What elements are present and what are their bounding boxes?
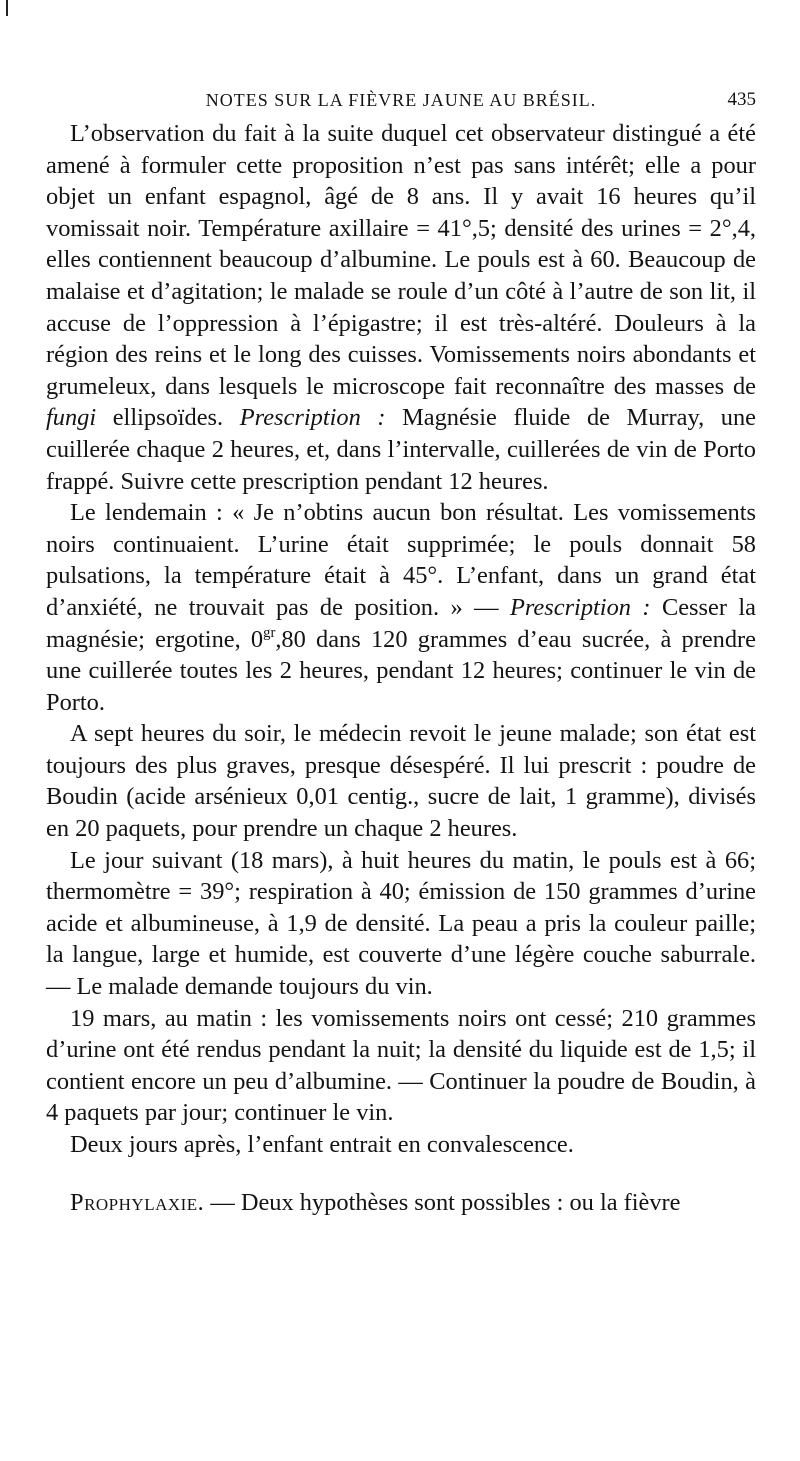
paragraph-text: ellipsoïdes.: [96, 404, 240, 432]
page-edge-mark: [6, 0, 8, 16]
paragraph-lendemain: [46, 497, 756, 718]
paragraph-text: L’observation du fait à la suite duquel cet observateur distingué a été amené à formuler cette proposition n’est pas sans intérêt; elle a pour objet un enfant espagnol, âgé de 8 ans. Il y avait 16 heures qu’il vomissait noir. Température axillaire = 41°,5; densité des urines = 2°,4, elles contiennent beaucoup d’albumine. Le pouls est à 60. Beaucoup de malaise et d’agitation; le malade se roule d’un côté à l’autre de son lit, il accuse de l’oppression à l’épigastre; il est très-altéré. Douleurs à la région des reins et le long des cuisses. Vomissements noirs abondants et grumeleux, dans lesquels le microscope fait reconnaître des masses de: [46, 120, 756, 400]
paragraph-text: Deux jours après, l’enfant entrait en convalescence.: [70, 1131, 574, 1158]
paragraph-text: ,80 dans 120 grammes d’eau sucrée, à prendre une cuillerée toutes les 2 heures, pendant 12 heures; continuer le vin de Porto.: [46, 625, 756, 716]
paragraph-convalescence: [46, 1129, 756, 1161]
paragraph-text: A sept heures du soir, le médecin revoit le jeune malade; son état est toujours des plus graves, presque désespéré. Il lui prescrit : poudre de Boudin (acide arsénieux 0,01 centig., sucre de lait, 1 gramme), divisés en 20 paquets, pour prendre un chaque 2 heures.: [46, 720, 756, 843]
running-title: NOTES SUR LA FIÈVRE JAUNE AU BRÉSIL.: [205, 90, 597, 110]
paragraph-text: Magnésie fluide de Murray, une cuillerée chaque 2 heures, et, dans l’intervalle, cuillerées de vin de Porto frappé. Suivre cette prescription pendant 12 heures.: [46, 404, 756, 495]
paragraph-text: Cesser la magnésie; ergotine, 0: [46, 593, 757, 653]
section-heading-prophylaxie: Prophylaxie.: [70, 1188, 205, 1216]
italic-prescription-label: Prescription :: [509, 593, 651, 621]
paragraph-jour-suivant: [46, 845, 756, 1003]
page-number: 435: [727, 89, 756, 110]
paragraph-observation: [46, 118, 756, 497]
italic-term-fungi: fungi: [46, 404, 97, 432]
running-head: [46, 86, 756, 114]
paragraph-text: — Deux hypothèses sont possibles : ou la fièvre: [204, 1188, 681, 1216]
paragraph-sept-heures: [46, 718, 756, 844]
paragraph-text: Le jour suivant (18 mars), à huit heures du matin, le pouls est à 66; thermomètre = 39°; respiration à 40; émission de 150 grammes d’urine acide et albumineuse, à 1,9 de densité. La peau a pris la couleur paille; la langue, large et humide, est couverte d’une légère couche saburrale. — Le malade demande toujours du vin.: [46, 846, 756, 1001]
body-text: [46, 118, 756, 1218]
paragraph-text: Le lendemain : « Je n’obtins aucun bon résultat. Les vomissements noirs continuaient. L’urine était supprimée; le pouls donnait 58 pulsations, la température était à 45°. L’enfant, dans un grand état d’anxiété, ne trouvait pas de position. » —: [46, 499, 756, 621]
unit-superscript: gr: [263, 624, 276, 641]
paragraph-19-mars: [46, 1003, 756, 1129]
paragraph-text: 19 mars, au matin : les vomissements noirs ont cessé; 210 grammes d’urine ont été rendus pendant la nuit; la densité du liquide est de 1,5; il contient encore un peu d’albumine. — Continuer la poudre de Boudin, à 4 paquets par jour; continuer le vin.: [46, 1004, 756, 1127]
paragraph-prophylaxie: [46, 1187, 756, 1219]
italic-prescription-label: Prescription :: [239, 404, 386, 432]
